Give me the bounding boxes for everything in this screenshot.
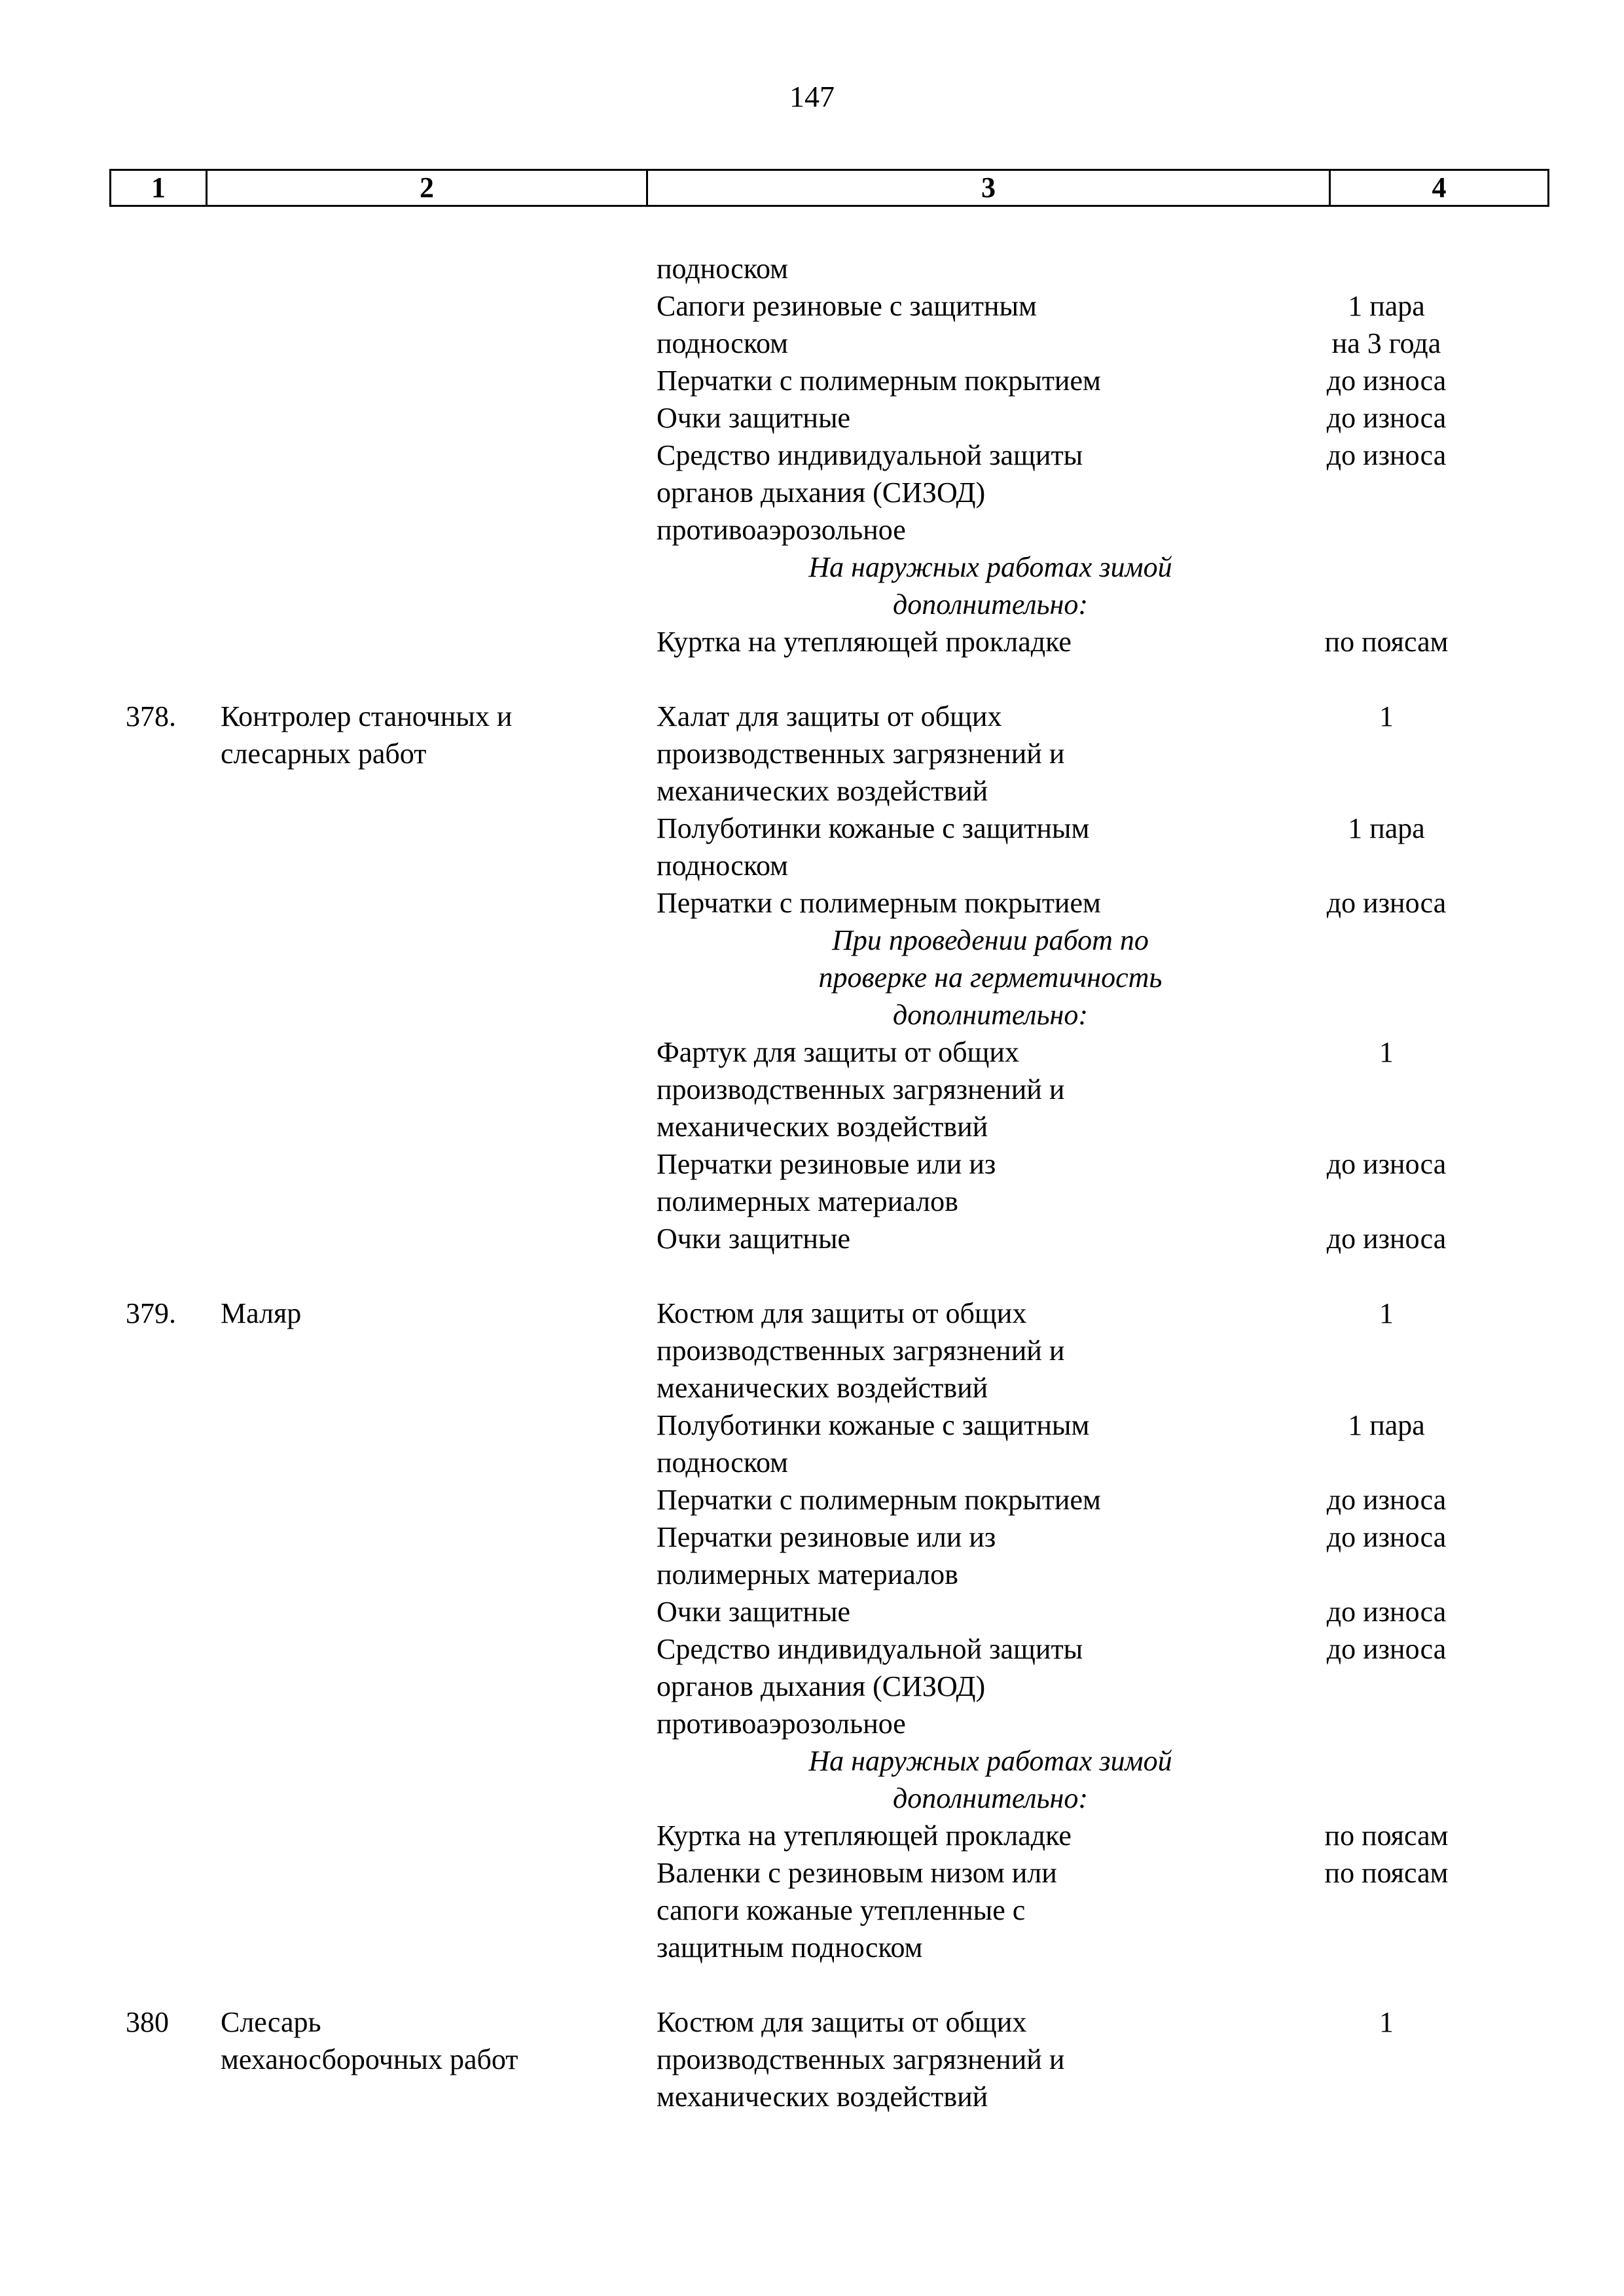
table-row (0, 250, 1624, 660)
header-col-4: 4 (1432, 171, 1447, 204)
issue-norm (1239, 1481, 1534, 1518)
item-line: Перчатки резиновые или из (657, 1521, 996, 1553)
ppe-item-row (657, 437, 1624, 548)
note-line: дополнительно: (892, 999, 1089, 1031)
issue-norm (1239, 1593, 1534, 1630)
norm-line: до износа (1326, 1633, 1447, 1665)
ppe-item-name (657, 623, 1239, 660)
table-row (0, 698, 1624, 1257)
issue-norm (1239, 1518, 1534, 1593)
ppe-item-row (657, 810, 1624, 884)
item-line: полимерных материалов (657, 1558, 958, 1590)
ppe-item-row (657, 399, 1624, 437)
item-line: подноском (657, 253, 788, 285)
issue-norm (1239, 623, 1534, 660)
note-line: На наружных работах зимой (808, 551, 1172, 583)
note-line: дополнительно: (892, 1782, 1089, 1814)
issue-norm (1239, 1220, 1534, 1257)
ppe-item-row (657, 250, 1624, 287)
issue-norm (1239, 1145, 1534, 1220)
item-line: Перчатки с полимерным покрытием (657, 1484, 1101, 1516)
item-line: органов дыхания (СИЗОД) (657, 476, 986, 509)
item-line: противоаэрозольное (657, 514, 906, 546)
condition-note-text (657, 548, 1324, 623)
item-line: Средство индивидуальной защиты (657, 1633, 1083, 1665)
ppe-item-row (657, 1630, 1624, 1742)
ppe-item-row (657, 1854, 1624, 1966)
norm-line: 1 пара (1348, 290, 1425, 322)
profession-name (221, 698, 613, 772)
item-line: сапоги кожаные утепленные с (657, 1894, 1026, 1926)
profession-line: механосборочных работ (221, 2043, 518, 2075)
norm-line: до износа (1326, 1148, 1447, 1180)
item-line: Костюм для защиты от общих (657, 2006, 1027, 2038)
ppe-item-name (657, 437, 1239, 548)
ppe-item-row (657, 1817, 1624, 1854)
ppe-item-name (657, 1854, 1239, 1966)
issue-norm (1239, 437, 1534, 548)
item-line: Полуботинки кожаные с защитным (657, 812, 1090, 844)
item-line: Средство индивидуальной защиты (657, 439, 1083, 471)
issue-norm (1239, 884, 1534, 922)
ppe-item-row (657, 1295, 1624, 1407)
issue-norm (1239, 1630, 1534, 1742)
row-number: 380 (126, 2006, 169, 2038)
ppe-item-row (657, 1518, 1624, 1593)
issue-norm (1239, 1033, 1534, 1145)
item-line: подноском (657, 850, 788, 882)
issue-norm (1239, 2003, 1534, 2115)
page-number: 147 (789, 80, 835, 113)
ppe-item-name (657, 362, 1239, 399)
issue-norm (1239, 698, 1534, 810)
condition-note (657, 548, 1624, 623)
norm-line: на 3 года (1331, 327, 1441, 359)
ppe-item-row (657, 1033, 1624, 1145)
ppe-item-name (657, 287, 1239, 362)
norm-line: до износа (1326, 1223, 1447, 1255)
row-number: 379. (126, 1297, 176, 1329)
item-line: Куртка на утепляющей прокладке (657, 626, 1072, 658)
norm-line: по поясам (1324, 1857, 1449, 1889)
ppe-item-name (657, 250, 1239, 287)
note-line: дополнительно: (892, 588, 1089, 620)
norm-line: по поясам (1324, 1820, 1449, 1852)
item-line: органов дыхания (СИЗОД) (657, 1670, 986, 1702)
ppe-item-name (657, 1481, 1239, 1518)
item-line: производственных загрязнений и (657, 738, 1065, 770)
profession-name (221, 1295, 613, 1332)
norm-line: до износа (1326, 402, 1447, 434)
item-line: Сапоги резиновые с защитным (657, 290, 1037, 322)
ppe-item-row (657, 1481, 1624, 1518)
issue-norm (1239, 1817, 1534, 1854)
ppe-item-row (657, 623, 1624, 660)
ppe-item-name (657, 884, 1239, 922)
ppe-item-name (657, 1145, 1239, 1220)
ppe-item-name (657, 1033, 1239, 1145)
item-line: производственных загрязнений и (657, 2043, 1065, 2075)
ppe-item-name (657, 1630, 1239, 1742)
norm-line: 1 (1379, 1036, 1394, 1068)
ppe-item-row (657, 698, 1624, 810)
ppe-items (657, 1295, 1624, 1966)
norm-line: до износа (1326, 1484, 1447, 1516)
item-line: Перчатки с полимерным покрытием (657, 887, 1101, 919)
norm-line: до износа (1326, 1596, 1447, 1628)
ppe-item-row (657, 1145, 1624, 1220)
issue-norm (1239, 250, 1534, 287)
item-line: полимерных материалов (657, 1185, 958, 1217)
item-line: Куртка на утепляющей прокладке (657, 1820, 1072, 1852)
issue-norm (1239, 287, 1534, 362)
ppe-item-name (657, 698, 1239, 810)
item-line: Полуботинки кожаные с защитным (657, 1409, 1090, 1441)
norm-line: до износа (1326, 365, 1447, 397)
item-line: механических воздействий (657, 2081, 988, 2113)
header-col-1: 1 (111, 171, 208, 205)
norm-line: 1 пара (1348, 812, 1425, 844)
condition-note-text (657, 922, 1324, 1033)
ppe-item-row (657, 287, 1624, 362)
ppe-item-name (657, 1295, 1239, 1407)
ppe-item-row (657, 884, 1624, 922)
ppe-item-name (657, 399, 1239, 437)
table-body (0, 250, 1624, 2115)
item-line: Перчатки резиновые или из (657, 1148, 996, 1180)
item-line: подноском (657, 1446, 788, 1479)
condition-note (657, 922, 1624, 1033)
issue-norm (1239, 1407, 1534, 1481)
item-line: механических воздействий (657, 1372, 988, 1404)
item-line: Перчатки с полимерным покрытием (657, 365, 1101, 397)
issue-norm (1239, 1854, 1534, 1966)
norm-line: 1 (1379, 700, 1394, 732)
item-line: Костюм для защиты от общих (657, 1297, 1027, 1329)
norm-line: до износа (1326, 1521, 1447, 1553)
item-line: Халат для защиты от общих (657, 700, 1002, 732)
ppe-item-row (657, 1407, 1624, 1481)
profession-name (221, 2003, 613, 2078)
ppe-item-name (657, 1817, 1239, 1854)
row-number: 378. (126, 700, 176, 732)
norm-line: по поясам (1324, 626, 1449, 658)
profession-line: Маляр (221, 1297, 302, 1329)
ppe-item-name (657, 2003, 1239, 2115)
issue-norm (1239, 810, 1534, 884)
item-line: Очки защитные (657, 1596, 851, 1628)
note-line: На наружных работах зимой (808, 1745, 1172, 1777)
condition-note-text (657, 1742, 1324, 1817)
table-header (109, 169, 1549, 207)
item-line: защитным подноском (657, 1931, 923, 1964)
ppe-item-name (657, 1220, 1239, 1257)
ppe-item-row (657, 1220, 1624, 1257)
condition-note (657, 1742, 1624, 1817)
norm-line: 1 (1379, 1297, 1394, 1329)
profession-line: Контролер станочных и (221, 700, 513, 732)
note-line: проверке на герметичность (818, 961, 1163, 994)
item-line: механических воздействий (657, 1111, 988, 1143)
table-row (0, 2003, 1624, 2115)
item-line: Валенки с резиновым низом или (657, 1857, 1057, 1889)
issue-norm (1239, 399, 1534, 437)
table-row (0, 1295, 1624, 1966)
entry-gap (0, 1966, 1624, 2003)
norm-line: 1 (1379, 2006, 1394, 2038)
entry-gap (0, 660, 1624, 698)
ppe-items (657, 698, 1624, 1257)
ppe-item-row (657, 362, 1624, 399)
item-line: Очки защитные (657, 1223, 851, 1255)
ppe-item-name (657, 1518, 1239, 1593)
item-line: Очки защитные (657, 402, 851, 434)
item-line: противоаэрозольное (657, 1708, 906, 1740)
ppe-item-row (657, 2003, 1624, 2115)
item-line: Фартук для защиты от общих (657, 1036, 1019, 1068)
note-line: При проведении работ по (832, 924, 1149, 956)
profession-line: слесарных работ (221, 738, 427, 770)
issue-norm (1239, 1295, 1534, 1407)
ppe-item-name (657, 1593, 1239, 1630)
norm-line: до износа (1326, 439, 1447, 471)
header-col-3: 3 (648, 171, 1331, 205)
profession-line: Слесарь (221, 2006, 321, 2038)
ppe-item-row (657, 1593, 1624, 1630)
header-col-2: 2 (208, 171, 648, 205)
norm-line: 1 пара (1348, 1409, 1425, 1441)
item-line: подноском (657, 327, 788, 359)
issue-norm (1239, 362, 1534, 399)
item-line: механических воздействий (657, 775, 988, 807)
ppe-item-name (657, 1407, 1239, 1481)
ppe-items (657, 250, 1624, 660)
item-line: производственных загрязнений и (657, 1335, 1065, 1367)
ppe-item-name (657, 810, 1239, 884)
entry-gap (0, 1257, 1624, 1295)
ppe-items (657, 2003, 1624, 2115)
norm-line: до износа (1326, 887, 1447, 919)
item-line: производственных загрязнений и (657, 1073, 1065, 1105)
